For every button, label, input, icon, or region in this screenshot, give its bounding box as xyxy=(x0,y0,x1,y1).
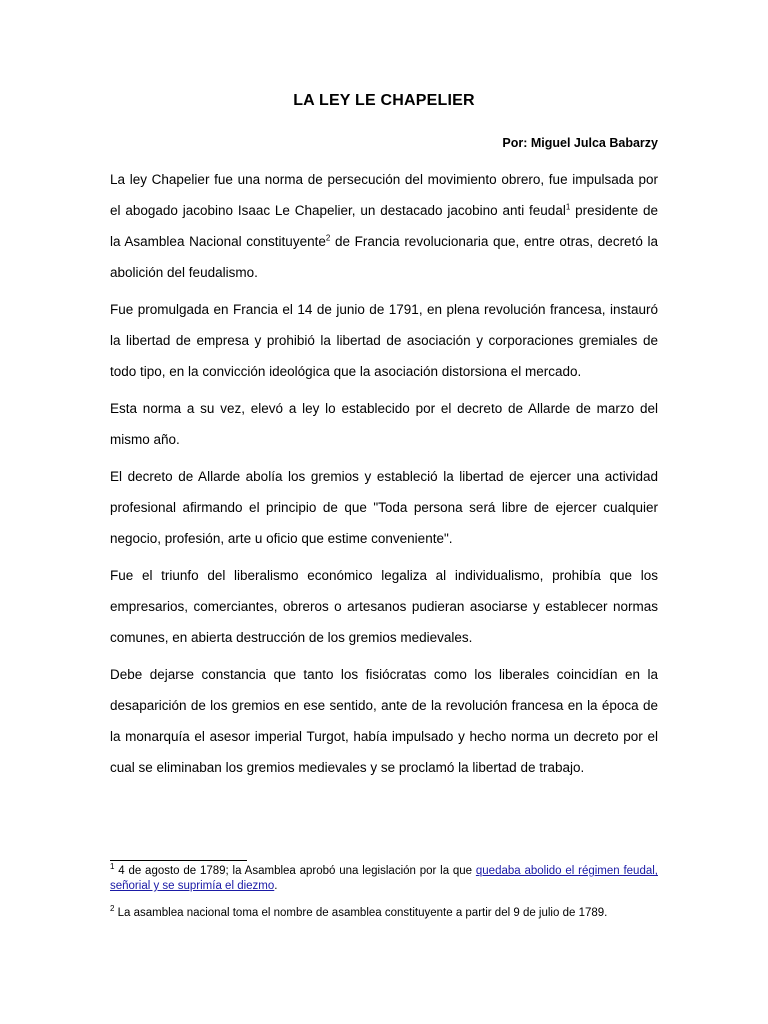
paragraph-4: El decreto de Allarde abolía los gremios y estableció la libertad de ejercer una actividad profesional afirmando el principio de que "Toda persona será libre de ejercer cualquier negocio, profesión, arte u oficio que estime conveniente". xyxy=(110,469,658,546)
paragraph-2: Fue promulgada en Francia el 14 de junio de 1791, en plena revolución francesa, instauró la libertad de empresa y prohibió la libertad de asociación y corporaciones gremiales de todo tipo, en la convicción ideológica que la asociación distorsiona el mercado. xyxy=(110,302,658,379)
footnote-ref-1[interactable]: 1 xyxy=(565,202,571,212)
paragraph-1-text-a: La ley Chapelier fue una norma de persecución del movimiento obrero, fue impulsada por el abogado jacobino Isaac Le Chapelier, un destacado jacobino anti feudal xyxy=(110,172,658,218)
footnote-1 xyxy=(110,864,658,894)
footnote-2 xyxy=(110,906,658,921)
footnote-1-text: 4 de agosto de 1789; la Asamblea aprobó una legislación por la que xyxy=(114,865,476,877)
footnotes xyxy=(110,864,658,933)
footnote-2-text: La asamblea nacional toma el nombre de asamblea constituyente a partir del 9 de julio de 1789. xyxy=(114,907,608,919)
footnote-2-mark: 2 xyxy=(110,904,115,914)
paragraph-5: Fue el triunfo del liberalismo económico legaliza al individualismo, prohibía que los empresarios, comerciantes, obreros o artesanos pudieran asociarse y establecer normas comunes, en abierta destrucción de los gremios medievales. xyxy=(110,568,658,645)
document-title: LA LEY LE CHAPELIER xyxy=(293,92,475,109)
paragraph-1 xyxy=(110,164,658,288)
footnote-ref-2[interactable]: 2 xyxy=(325,233,331,243)
footnote-1-mark: 1 xyxy=(110,862,115,872)
paragraph-1-text-c: de Francia revolucionaria que, entre otras, decretó la abolición del feudalismo. xyxy=(110,234,658,280)
document-body xyxy=(110,92,658,789)
paragraph-6: Debe dejarse constancia que tanto los fisiócratas como los liberales coincidían en la desaparición de los gremios en ese sentido, ante de la revolución francesa en la época de la monarquía el asesor imperial Turgot, había impulsado y hecho norma un decreto por el cual se eliminaban los gremios medievales y se proclamó la libertad de trabajo. xyxy=(110,667,658,775)
footnote-1-link[interactable]: quedaba abolido el régimen feudal, señorial y se suprimía el diezmo xyxy=(110,865,658,892)
author-byline: Por: Miguel Julca Babarzy xyxy=(502,136,658,150)
footnote-1-end: . xyxy=(274,880,278,892)
footnote-separator xyxy=(110,860,247,861)
paragraph-1-text-b: presidente de la Asamblea Nacional constituyente xyxy=(110,203,658,249)
paragraph-3: Esta norma a su vez, elevó a ley lo establecido por el decreto de Allarde de marzo del mismo año. xyxy=(110,401,658,447)
